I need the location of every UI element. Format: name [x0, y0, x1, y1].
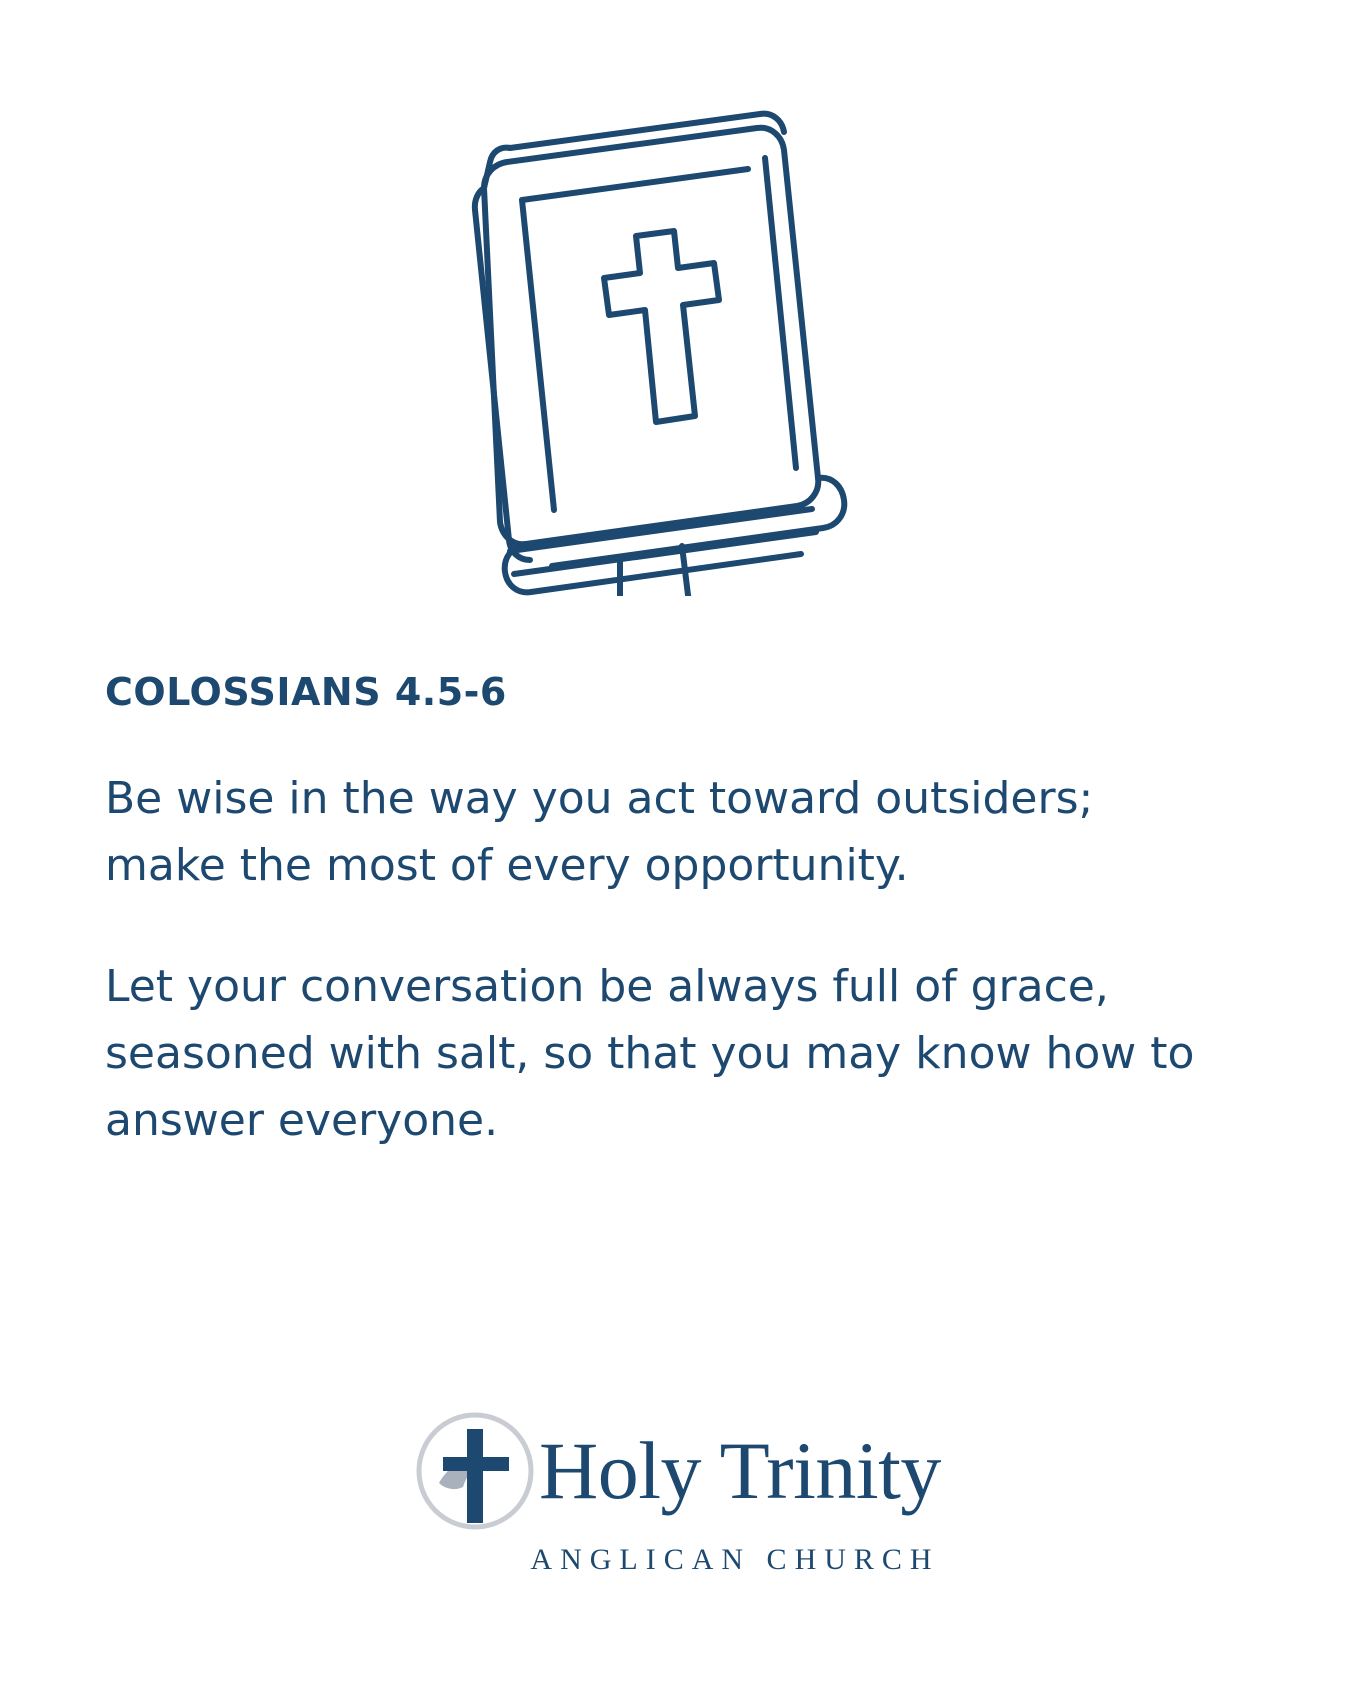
bible-book-with-cross-icon — [460, 96, 890, 596]
verse-paragraph: Be wise in the way you act toward outsiders; make the most of every opportunity. — [105, 773, 1094, 891]
bible-illustration — [460, 96, 890, 596]
verse-reference: COLOSSIANS 4.5-6 — [105, 670, 507, 714]
verse-paragraph: Let your conversation be always full of grace, seasoned with salt, so that you may know how to answer everyone. — [105, 960, 1195, 1146]
logo-mark — [409, 1405, 541, 1537]
logo-subtitle: ANGLICAN CHURCH — [530, 1543, 940, 1576]
logo-row — [409, 1405, 941, 1537]
logo-wordmark: Holy Trinity — [539, 1425, 941, 1516]
church-logo — [0, 1405, 1350, 1577]
verse-block — [0, 670, 1350, 1154]
cross-with-dove-in-circle-icon — [409, 1405, 541, 1537]
